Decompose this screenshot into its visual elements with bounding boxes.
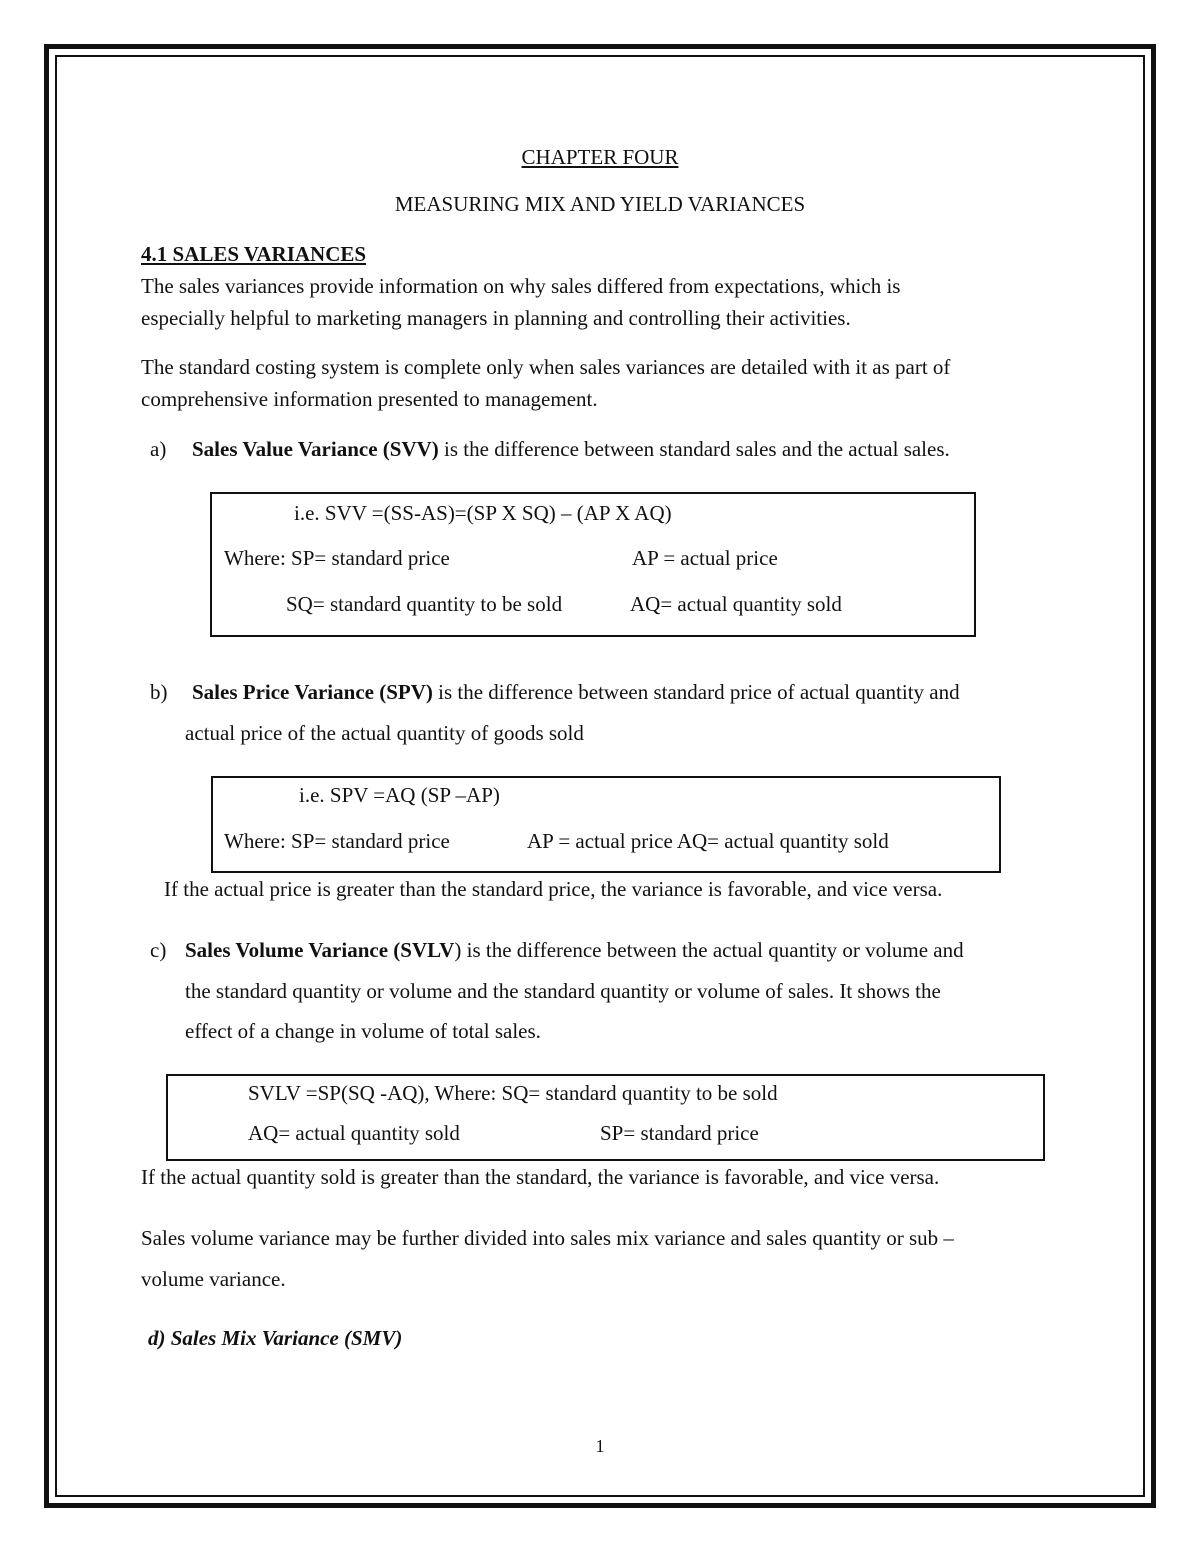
- item-d-heading: d) Sales Mix Variance (SMV): [148, 1326, 403, 1350]
- item-c-text-line-3: effect of a change in volume of total sales.: [185, 1019, 541, 1043]
- item-a-term: Sales Value Variance (SVV): [192, 437, 439, 461]
- item-a-text: [192, 437, 950, 462]
- chapter-label: CHAPTER FOUR: [521, 145, 679, 169]
- item-a-description: is the difference between standard sales and the actual sales.: [438, 437, 950, 461]
- svv-formula-box: [210, 492, 976, 637]
- svlv-formula-box: [166, 1074, 1045, 1161]
- svv-where-sp: Where: SP= standard price: [224, 546, 450, 570]
- intro-line-2: especially helpful to marketing managers in planning and controlling their activities.: [141, 306, 851, 330]
- spv-formula-box: [211, 776, 1001, 873]
- para2-line-1: The standard costing system is complete only when sales variances are detailed with it as part of: [141, 355, 951, 379]
- svv-aq: AQ= actual quantity sold: [630, 592, 842, 616]
- item-b-marker: b): [150, 680, 168, 704]
- svlv-aq: AQ= actual quantity sold: [248, 1121, 460, 1145]
- item-a-marker: a): [150, 437, 167, 461]
- svlv-sp: SP= standard price: [600, 1121, 759, 1145]
- item-c-text-line-1: [185, 938, 964, 963]
- item-c-note: If the actual quantity sold is greater than the standard, the variance is favorable, and vice versa.: [141, 1165, 940, 1189]
- para2-line-2: comprehensive information presented to management.: [141, 387, 598, 411]
- spv-ap-aq: AP = actual price AQ= actual quantity sold: [527, 829, 889, 853]
- volume-split-line-1: Sales volume variance may be further divided into sales mix variance and sales quantity or sub –: [141, 1226, 954, 1250]
- item-c-term: Sales Volume Variance (SVLV: [185, 938, 455, 962]
- item-b-text-line-2: actual price of the actual quantity of goods sold: [185, 721, 584, 745]
- chapter-title: MEASURING MIX AND YIELD VARIANCES: [394, 192, 806, 216]
- svv-sq: SQ= standard quantity to be sold: [286, 592, 563, 616]
- page-number: 1: [595, 1436, 605, 1456]
- svlv-formula: SVLV =SP(SQ -AQ), Where: SQ= standard quantity to be sold: [248, 1081, 778, 1105]
- item-b-description: is the difference between standard price of actual quantity and: [432, 680, 960, 704]
- svv-formula: i.e. SVV =(SS-AS)=(SP X SQ) – (AP X AQ): [294, 501, 672, 525]
- item-c-text-line-2: the standard quantity or volume and the standard quantity or volume of sales. It shows the: [185, 979, 941, 1003]
- item-c-description: ) is the difference between the actual quantity or volume and: [454, 938, 964, 962]
- item-b-text-line-1: [192, 680, 960, 705]
- spv-formula: i.e. SPV =AQ (SP –AP): [299, 783, 500, 807]
- item-b-note: If the actual price is greater than the standard price, the variance is favorable, and vice versa.: [164, 877, 943, 901]
- section-heading: 4.1 SALES VARIANCES: [141, 242, 367, 266]
- intro-line-1: The sales variances provide information on why sales differed from expectations, which is: [141, 274, 901, 298]
- svv-ap: AP = actual price: [632, 546, 778, 570]
- item-b-term: Sales Price Variance (SPV): [192, 680, 433, 704]
- volume-split-line-2: volume variance.: [141, 1267, 286, 1291]
- spv-where-sp: Where: SP= standard price: [224, 829, 450, 853]
- item-c-marker: c): [150, 938, 167, 962]
